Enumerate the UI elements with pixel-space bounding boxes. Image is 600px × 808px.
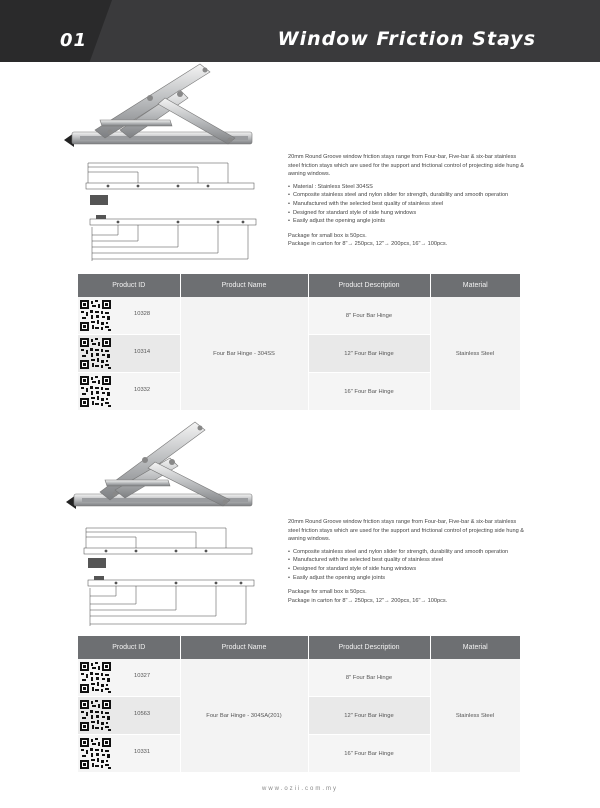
product-description-2 (288, 518, 528, 605)
package-small: Package for small box is 50pcs. (288, 232, 367, 239)
product-id: 10327 (134, 673, 151, 679)
product-description-1 (288, 153, 528, 249)
page-header (0, 0, 600, 62)
column-header: Product Name (180, 636, 308, 659)
product-table-1 (78, 274, 521, 411)
feature-item: • Material : Stainless Steel 304SS (288, 183, 528, 192)
package-carton: Package in carton for 8"→ 250pcs, 12"→ 200pcs, 16"→ 100pcs. (288, 241, 448, 248)
product-id: 10328 (134, 311, 151, 317)
product-description: 8" Four Bar Hinge (308, 659, 430, 697)
description-text: 20mm Round Groove window friction stays range from Four-bar, Five-bar & six-bar stainless steel friction stays which are used for the support and frictional control of projecting side hung & awning windows. (288, 154, 524, 178)
page-title: Window Friction Stays (277, 28, 536, 50)
qr-code-icon (80, 300, 111, 331)
column-header: Product Description (308, 274, 430, 297)
qr-code-icon (80, 662, 111, 693)
qr-code-icon (80, 700, 111, 731)
product-description: 16" Four Bar Hinge (308, 373, 430, 411)
friction-stay-photo-2 (60, 418, 260, 522)
qr-code-icon (80, 376, 111, 407)
product-description: 12" Four Bar Hinge (308, 335, 430, 373)
product-table-2 (78, 636, 521, 773)
column-header: Product ID (78, 274, 180, 297)
product-description: 12" Four Bar Hinge (308, 697, 430, 735)
feature-item: • Easily adjust the opening angle joints (288, 574, 528, 583)
material: Stainless Steel (430, 659, 520, 773)
feature-item: • Easily adjust the opening angle joints (288, 217, 528, 226)
technical-drawing-1 (78, 155, 258, 267)
page-number: 01 (60, 30, 88, 51)
friction-stay-photo-1 (60, 60, 260, 160)
product-name: Four Bar Hinge - 304SS (180, 297, 308, 411)
product-name: Four Bar Hinge - 304SA(201) (180, 659, 308, 773)
column-header: Product Name (180, 274, 308, 297)
technical-drawing-2 (76, 520, 256, 632)
column-header: Product Description (308, 636, 430, 659)
product-description: 16" Four Bar Hinge (308, 735, 430, 773)
column-header: Product ID (78, 636, 180, 659)
product-id: 10332 (134, 387, 151, 393)
feature-item: • Designed for standard style of side hung windows (288, 565, 528, 574)
table-row (78, 297, 520, 335)
feature-list (288, 548, 528, 582)
feature-item: • Manufactured with the selected best quality of stainless steel (288, 556, 528, 565)
feature-item: • Composite stainless steel and nylon slider for strength, durability and smooth operation (288, 191, 528, 200)
package-small: Package for small box is 50pcs. (288, 589, 367, 596)
product-id: 10331 (134, 749, 151, 755)
product-id: 10314 (134, 349, 151, 355)
column-header: Material (430, 274, 520, 297)
feature-item: • Designed for standard style of side hung windows (288, 209, 528, 218)
feature-item: • Composite stainless steel and nylon slider for strength, durability and smooth operation (288, 548, 528, 557)
feature-item: • Manufactured with the selected best quality of stainless steel (288, 200, 528, 209)
header-tab (0, 0, 112, 62)
product-id: 10563 (134, 711, 151, 717)
description-text: 20mm Round Groove window friction stays range from Four-bar, Five-bar & six-bar stainless steel friction stays which are used for the support and frictional control of projecting side hung & awning windows. (288, 519, 524, 543)
product-description: 8" Four Bar Hinge (308, 297, 430, 335)
feature-list (288, 183, 528, 226)
table-row (78, 659, 520, 697)
qr-code-icon (80, 338, 111, 369)
footer-website: www.ozii.com.my (261, 786, 338, 792)
column-header: Material (430, 636, 520, 659)
qr-code-icon (80, 738, 111, 769)
material: Stainless Steel (430, 297, 520, 411)
package-carton: Package in carton for 8"→ 250pcs, 12"→ 200pcs, 16"→ 100pcs. (288, 597, 448, 604)
